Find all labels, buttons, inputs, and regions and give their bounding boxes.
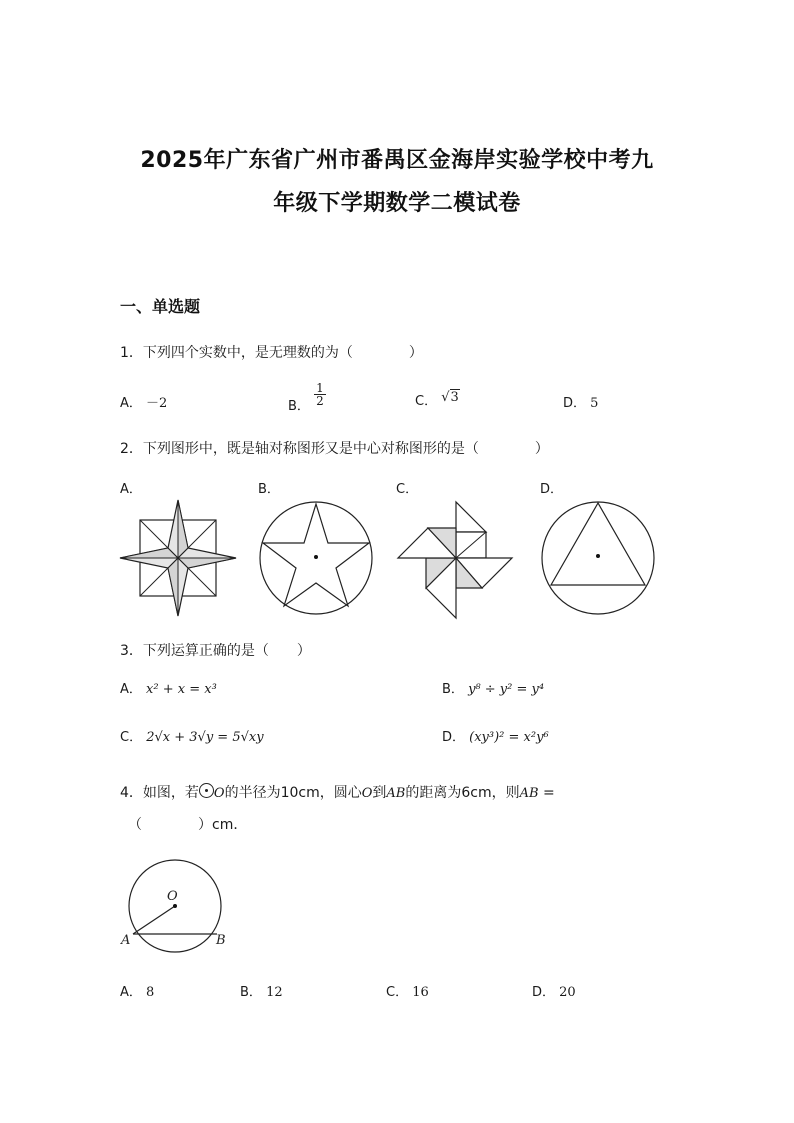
label-a: A [121, 933, 131, 948]
option-label: B． [240, 985, 262, 1000]
option-label: A． [120, 396, 142, 411]
stem-text: 的半径为10cm，圆心 [224, 785, 362, 801]
q4-option-b[interactable] [240, 981, 283, 1000]
q3-option-d[interactable] [442, 726, 549, 745]
q3-option-b[interactable] [442, 678, 544, 697]
question-2-stem: 2．下列图形中，既是轴对称图形又是中心对称图形的是（ ） [120, 441, 549, 457]
circle-symbol [199, 783, 214, 798]
page-title-line-2: 年级下学期数学二模试卷 [273, 191, 521, 216]
option-value: －2 [146, 396, 168, 411]
option-value: 8 [146, 985, 155, 1000]
denominator: 2 [316, 394, 324, 408]
q1-option-a[interactable] [120, 392, 167, 411]
option-expression: 2√x + 3√y = 5√xy [146, 730, 264, 745]
option-label: A． [120, 985, 142, 1000]
option-label: D． [563, 396, 587, 411]
option-label: D． [442, 730, 466, 745]
stem-text: 的距离为6cm，则 [405, 785, 520, 801]
q1-option-b[interactable] [288, 382, 326, 414]
q3-option-a[interactable] [120, 678, 217, 697]
option-value: 16 [412, 985, 429, 1000]
figure-c-pinwheel[interactable] [394, 494, 518, 622]
option-label: B． [288, 399, 310, 414]
option-value: 12 [266, 985, 283, 1000]
figure-b-star-in-circle[interactable] [256, 498, 376, 618]
option-expression: y⁸ ÷ y² = y⁴ [468, 682, 545, 697]
stem-text: 到 [372, 785, 387, 801]
stem-text: = [538, 785, 555, 801]
option-label: D． [532, 985, 556, 1000]
q1-option-c[interactable] [415, 390, 460, 409]
q3-option-c[interactable] [120, 726, 264, 745]
center-name: O [361, 786, 373, 801]
option-label: B． [442, 682, 464, 697]
q4-option-a[interactable] [120, 981, 154, 1000]
option-value: 20 [559, 985, 576, 1000]
q2-label-c[interactable]: C． [396, 482, 419, 497]
q4-option-d[interactable] [532, 981, 576, 1000]
question-3-stem: 3．下列运算正确的是（ ） [120, 643, 311, 659]
option-label: A． [120, 682, 142, 697]
option-label: C． [120, 730, 143, 745]
q2-label-d[interactable]: D． [540, 482, 564, 497]
radicand: 3 [450, 390, 459, 405]
q2-label-b[interactable]: B． [258, 482, 280, 497]
option-expression: (xy³)² = x²y⁶ [469, 730, 549, 745]
q1-option-d[interactable] [563, 392, 598, 411]
label-b: B [216, 933, 226, 948]
option-value: 5 [590, 396, 599, 411]
square-root: √3 [441, 390, 459, 405]
page-title-line-1: 2025年广东省广州市番禺区金海岸实验学校中考九 [140, 148, 654, 173]
question-4-stem [120, 782, 555, 802]
option-label: C． [415, 394, 438, 409]
fraction [314, 382, 326, 407]
figure-q4-circle-chord [118, 856, 238, 956]
section-heading: 一、单选题 [120, 297, 201, 316]
question-4-blank: （ ）cm． [128, 817, 248, 833]
option-expression: x² + x = x³ [146, 682, 217, 697]
figure-a-eight-point-star[interactable] [118, 498, 238, 618]
chord-name: AB [519, 786, 539, 801]
numerator: 1 [316, 381, 324, 395]
label-o: O [167, 889, 178, 904]
q4-option-c[interactable] [386, 981, 429, 1000]
chord-name: AB [386, 786, 406, 801]
circle-name: O [213, 786, 225, 801]
stem-text: 4．如图，若 [120, 785, 199, 801]
figure-d-triangle-in-circle[interactable] [538, 498, 658, 618]
option-label: C． [386, 985, 409, 1000]
q2-label-a[interactable]: A． [120, 482, 142, 497]
question-1-stem: 1．下列四个实数中，是无理数的为（ ） [120, 345, 423, 361]
